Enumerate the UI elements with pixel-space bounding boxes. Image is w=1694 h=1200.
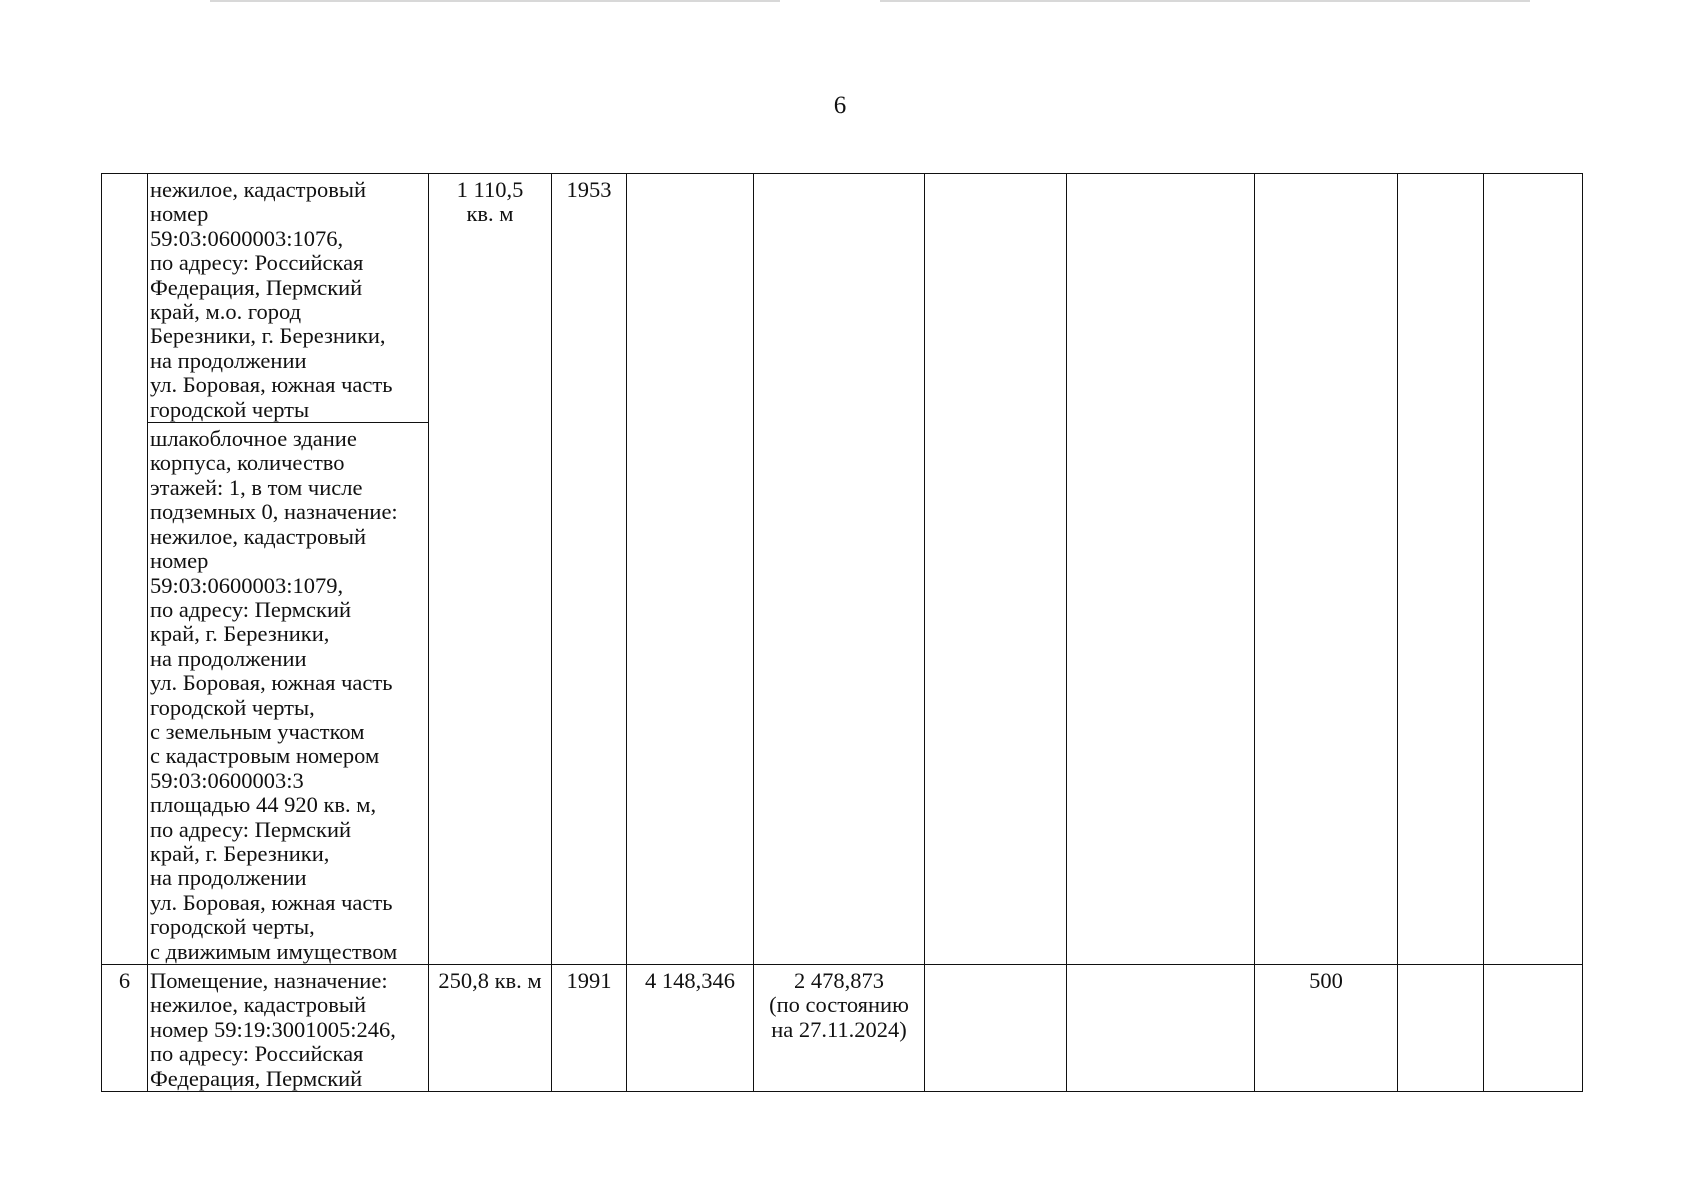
text-line: Федерация, Пермский [150, 274, 363, 300]
text-line: по адресу: Российская [150, 250, 364, 276]
cell-area [429, 965, 552, 1092]
cell-description [148, 174, 429, 423]
text-line: Березники, г. Березники, [150, 323, 386, 349]
cell-col8: 500 [1255, 965, 1398, 1092]
text-line: Помещение, назначение: [150, 968, 388, 993]
cell-area [429, 174, 552, 965]
text-line: край, г. Березники, [150, 621, 330, 647]
text-line: (по состоянию [769, 992, 909, 1018]
text-line: площадью 44 920 кв. м, [150, 792, 377, 818]
cell-year: 1953 [552, 174, 627, 965]
cell-col10 [1484, 174, 1583, 965]
text-line: с движимым имуществом [150, 938, 398, 964]
text-line: с кадастровым номером [150, 743, 380, 769]
text-line: на продолжении [150, 347, 307, 373]
text-line: номер 59:19:3001005:246, [150, 1016, 396, 1042]
text-line: на 27.11.2024) [771, 1016, 907, 1042]
cell-col9 [1398, 174, 1484, 965]
cell-col5 [754, 174, 925, 965]
cell-col6 [925, 174, 1067, 965]
cell-col7 [1067, 965, 1255, 1092]
text-line: с земельным участком [150, 718, 365, 744]
text-line: городской черты, [150, 694, 315, 720]
text-line: корпуса, количество [150, 450, 345, 476]
text-line: ул. Боровая, южная часть [150, 372, 393, 398]
cell-number [102, 174, 148, 965]
text-line: номер [150, 201, 209, 227]
text-line: по адресу: Российская [150, 1041, 364, 1067]
scan-edge-right [880, 0, 1530, 2]
table-row [102, 174, 1583, 423]
text-line: номер [150, 548, 209, 574]
text-line: городской черты, [150, 914, 315, 940]
cell-col4 [627, 174, 754, 965]
text-line: 1 110,5 [456, 177, 524, 202]
text-line: на продолжении [150, 645, 307, 671]
text-line: городской черты [150, 396, 310, 422]
scan-edge-left [210, 0, 780, 2]
text-line: по адресу: Пермский [150, 596, 352, 622]
text-line: на продолжении [150, 865, 307, 891]
cell-number: 6 [102, 965, 148, 1092]
text-line: по адресу: Пермский [150, 816, 352, 842]
cell-col10 [1484, 965, 1583, 1092]
text-line: 2 478,873 [794, 968, 884, 993]
cell-col6 [925, 965, 1067, 1092]
text-line: Федерация, Пермский [150, 1065, 363, 1091]
property-table [101, 173, 1583, 1092]
text-line: кв. м [466, 201, 514, 227]
text-line: подземных 0, назначение: [150, 499, 398, 525]
text-line: край, м.о. город [150, 299, 302, 325]
cell-col7 [1067, 174, 1255, 965]
cell-col4: 4 148,346 [627, 965, 754, 1092]
text-line: нежилое, кадастровый [150, 523, 366, 549]
page-number: 6 [833, 92, 847, 119]
text-line: 59:03:0600003:1079, [150, 572, 344, 598]
cell-year: 1991 [552, 965, 627, 1092]
cell-col8 [1255, 174, 1398, 965]
text-line: 59:03:0600003:1076, [150, 225, 344, 251]
text-line: ул. Боровая, южная часть [150, 670, 393, 696]
text-line: край, г. Березники, [150, 840, 330, 866]
table-row [102, 965, 1583, 1092]
cell-description [148, 423, 429, 965]
text-line: 59:03:0600003:3 [150, 767, 304, 793]
text-line: нежилое, кадастровый [150, 992, 366, 1018]
cell-description [148, 965, 429, 1092]
cell-col9 [1398, 965, 1484, 1092]
text-line: ул. Боровая, южная часть [150, 889, 393, 915]
cell-col5 [754, 965, 925, 1092]
text-line: шлакоблочное здание [150, 426, 357, 452]
text-line: нежилое, кадастровый [150, 177, 366, 202]
text-line: этажей: 1, в том числе [150, 474, 363, 500]
text-line: 250,8 кв. м [438, 968, 542, 993]
